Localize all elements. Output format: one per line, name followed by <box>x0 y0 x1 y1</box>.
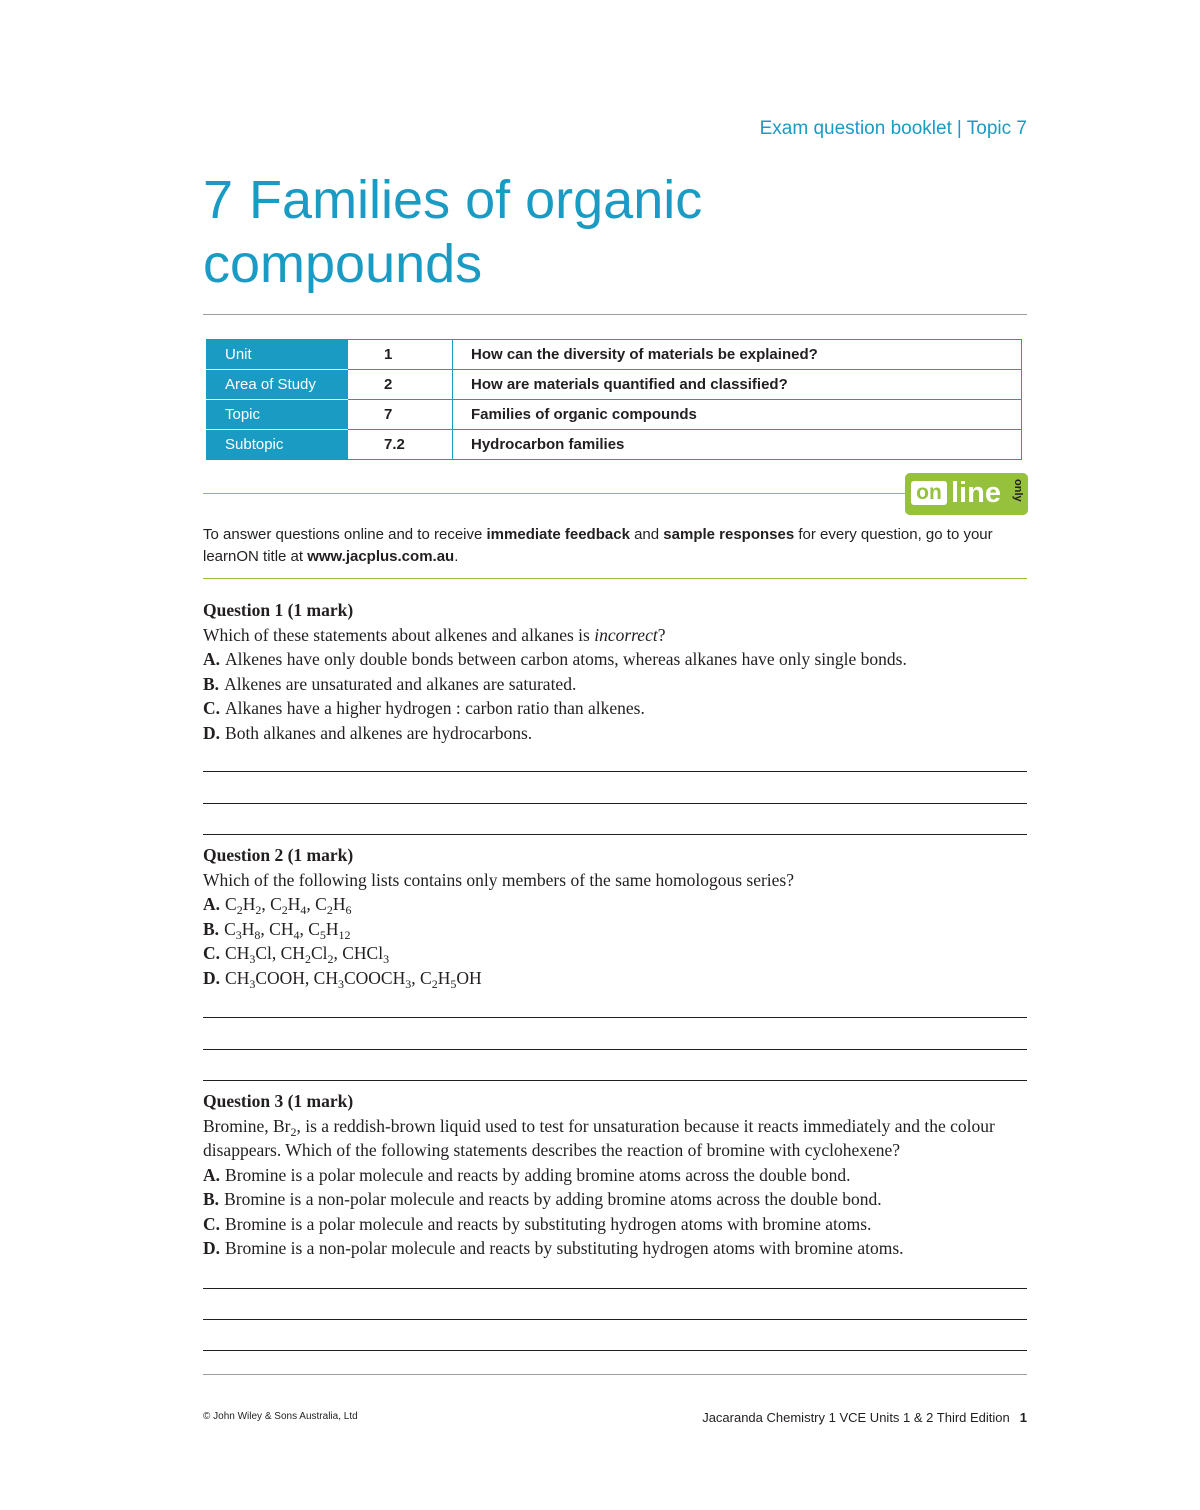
option-text: Bromine is a non-polar molecule and reacts by substituting hydrogen atoms with bromine atoms. <box>225 1238 904 1258</box>
question-title: Question 3 (1 mark) <box>203 1091 354 1111</box>
row-label: Unit <box>207 340 348 370</box>
answer-option[interactable] <box>203 672 1033 697</box>
row-label: Subtopic <box>207 430 348 460</box>
answer-option[interactable] <box>203 1187 1025 1212</box>
answer-line <box>203 1080 1027 1081</box>
option-letter: C. <box>203 1213 221 1234</box>
option-letter: C. <box>203 698 221 718</box>
formula-text: $C_2H_2$, $C_2H_4$, $C_2H_6$ <box>225 894 352 917</box>
option-text: Alkanes have a higher hydrogen : carbon ratio than alkenes. <box>225 698 645 718</box>
stem-text: , is a reddish-brown liquid used to test for unsaturation because it reacts immediately and the colour disappears. Which of the following statements describes the reaction of bromine with cyclohexene? <box>203 1115 995 1160</box>
intro-bold-feedback: immediate feedback <box>486 526 630 543</box>
option-letter: A. <box>203 894 221 914</box>
footer-divider <box>203 1374 1027 1375</box>
answer-line <box>203 1319 1027 1320</box>
answer-option[interactable] <box>203 1212 1025 1237</box>
row-description: Hydrocarbon families <box>453 430 1022 460</box>
formula-text: $CH_3COOH$, $CH_3COOCH_3$, $C_2H_5OH$ <box>225 967 482 991</box>
answer-option[interactable] <box>203 941 1033 966</box>
answer-option[interactable] <box>203 696 1033 721</box>
answer-line <box>203 1017 1027 1018</box>
option-letter: D. <box>203 1238 221 1258</box>
question-stem <box>203 623 1033 648</box>
question-title: Question 2 (1 mark) <box>203 845 354 865</box>
formula-text: $CH_3Cl$, $CH_2Cl_2$, CHCl$_3$ <box>225 943 390 966</box>
intro-bold-responses: sample responses <box>663 526 795 543</box>
answer-option[interactable] <box>203 917 1033 942</box>
question-1 <box>203 598 1033 745</box>
option-letter: A. <box>203 649 221 669</box>
option-letter: C. <box>203 943 221 963</box>
answer-option[interactable] <box>203 1163 1025 1188</box>
row-number: 7 <box>348 400 453 430</box>
intro-divider <box>203 578 1027 579</box>
question-2 <box>203 843 1033 990</box>
row-description: How are materials quantified and classified? <box>453 370 1022 400</box>
option-text: Bromine is a polar molecule and reacts by adding bromine atoms across the double bond. <box>225 1164 851 1185</box>
stem-text: ? <box>657 624 666 645</box>
footer-copyright: © John Wiley & Sons Australia, Ltd <box>203 1411 358 1422</box>
intro-text: . <box>454 548 459 565</box>
badge-on-text: on <box>911 481 947 505</box>
intro-text: and <box>629 526 664 543</box>
question-stem: Which of the following lists contains only members of the same homologous series? <box>203 869 795 890</box>
title-divider <box>203 314 1027 315</box>
jacplus-link[interactable]: www.jacplus.com.au <box>307 548 455 565</box>
answer-line <box>203 1350 1027 1351</box>
answer-option[interactable] <box>203 966 1033 991</box>
title-line-2: compounds <box>203 234 483 294</box>
option-letter: A. <box>203 1164 221 1185</box>
answer-line <box>203 1288 1027 1289</box>
title-line-1: Families of organic <box>249 170 703 230</box>
row-label: Topic <box>207 400 348 430</box>
answer-line <box>203 803 1027 804</box>
row-label: Area of Study <box>207 370 348 400</box>
option-text: Bromine is a polar molecule and reacts by substituting hydrogen atoms with bromine atoms. <box>225 1213 872 1234</box>
answer-option[interactable] <box>203 1236 1025 1261</box>
question-title: Question 1 (1 mark) <box>203 600 354 620</box>
question-stem <box>203 1114 1025 1163</box>
answer-option[interactable] <box>203 647 1033 672</box>
footer-book-info <box>702 1410 1027 1425</box>
row-description: How can the diversity of materials be explained? <box>453 340 1022 370</box>
header-booklet: Exam question booklet <box>759 118 952 139</box>
option-text: Alkenes have only double bonds between carbon atoms, whereas alkanes have only single bonds. <box>225 649 907 669</box>
online-only-badge <box>905 473 1028 515</box>
answer-line <box>203 771 1027 772</box>
stem-text: Which of these statements about alkenes and alkanes is <box>203 624 595 645</box>
question-3 <box>203 1089 1025 1261</box>
curriculum-info-table <box>206 339 1022 460</box>
header-topic: Topic 7 <box>966 118 1027 139</box>
row-number: 1 <box>348 340 453 370</box>
intro-text: for every question, go to your learnON title at <box>203 526 993 565</box>
chapter-number: 7 <box>203 170 234 230</box>
option-letter: B. <box>203 1189 220 1209</box>
answer-option[interactable] <box>203 721 1033 746</box>
row-description: Families of organic compounds <box>453 400 1022 430</box>
formula-text: $C_3H_8$, $CH_4$, $C_5H_{12}$ <box>224 918 351 942</box>
option-text: Bromine is a non-polar molecule and reacts by adding bromine atoms across the double bond. <box>224 1189 882 1209</box>
answer-line <box>203 834 1027 835</box>
option-letter: B. <box>203 673 220 694</box>
option-letter: D. <box>203 967 221 988</box>
option-letter: D. <box>203 722 221 743</box>
stem-emphasis: incorrect <box>594 624 658 645</box>
badge-line-text: line <box>951 477 1001 509</box>
table-row <box>207 340 1022 370</box>
table-row <box>207 430 1022 460</box>
header-separator: | <box>956 118 962 139</box>
page-number: 1 <box>1019 1410 1027 1425</box>
row-number: 7.2 <box>348 430 453 460</box>
online-divider <box>203 493 905 494</box>
stem-text: Bromine, Br <box>203 1115 291 1136</box>
badge-only-text: only <box>1012 479 1024 502</box>
table-row <box>207 370 1022 400</box>
table-row <box>207 400 1022 430</box>
row-number: 2 <box>348 370 453 400</box>
running-header <box>760 118 1027 140</box>
footer-book-title: Jacaranda Chemistry 1 VCE Units 1 & 2 Third Edition <box>702 1410 1010 1425</box>
option-text: Both alkanes and alkenes are hydrocarbons. <box>225 722 533 743</box>
page-title <box>203 168 1003 296</box>
answer-line <box>203 1049 1027 1050</box>
stem-subscript: 2 <box>290 1124 297 1139</box>
intro-text: To answer questions online and to receive <box>203 526 487 543</box>
answer-option[interactable] <box>203 892 1033 917</box>
option-text: Alkenes are unsaturated and alkanes are saturated. <box>224 673 577 694</box>
online-instructions <box>203 524 1023 568</box>
option-letter: B. <box>203 918 220 939</box>
